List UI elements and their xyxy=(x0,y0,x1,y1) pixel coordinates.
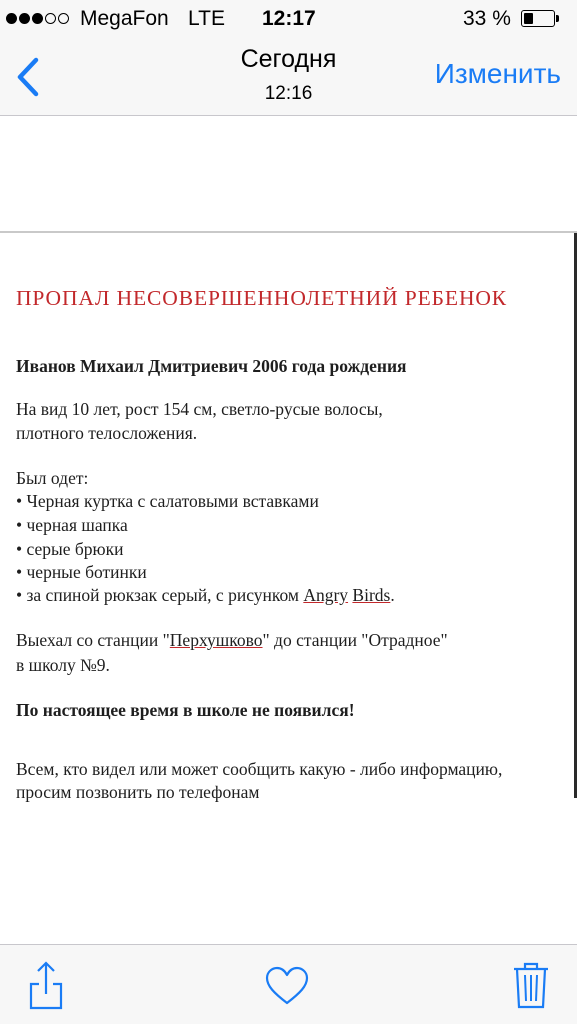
poster-appeal-line: Всем, кто видел или может сообщить какую - либо информацию, xyxy=(16,759,503,779)
poster-heading: ПРОПАЛ НЕСОВЕРШЕННОЛЕТНИЙ РЕБЕНОК xyxy=(16,286,508,310)
like-button[interactable] xyxy=(264,965,310,1007)
poster-clothes-item: • черные ботинки xyxy=(16,562,147,582)
share-icon xyxy=(26,960,66,1012)
poster-description-line: плотного телосложения. xyxy=(16,423,198,443)
poster-clothes-item xyxy=(16,585,395,606)
poster-clothes-item: • черная шапка xyxy=(16,515,128,535)
signal-dot xyxy=(19,13,30,24)
battery-percentage: 33 % xyxy=(463,7,511,30)
photo-viewer[interactable] xyxy=(0,116,577,944)
signal-dot xyxy=(45,13,56,24)
photo-content xyxy=(0,231,577,802)
signal-dot xyxy=(32,13,43,24)
navigation-bar xyxy=(0,38,577,116)
poster-underlined-word: Angry xyxy=(303,585,349,605)
share-button[interactable] xyxy=(26,960,66,1012)
status-time: 12:17 xyxy=(262,7,316,30)
poster-name-line: Иванов Михаил Дмитриевич 2006 года рождения xyxy=(16,356,407,376)
bottom-toolbar xyxy=(0,944,577,1024)
poster-text-fragment: Выехал со станции " xyxy=(16,630,170,650)
poster-clothes-item: • серые брюки xyxy=(16,539,124,559)
battery-icon xyxy=(521,10,559,27)
poster-notice: По настоящее время в школе не появился! xyxy=(16,700,355,720)
signal-dot xyxy=(58,13,69,24)
poster-route-line xyxy=(16,630,448,651)
carrier-name: MegaFon xyxy=(80,7,169,30)
signal-strength-icon xyxy=(6,9,69,27)
edit-button[interactable]: Изменить xyxy=(434,58,561,89)
network-type: LTE xyxy=(188,7,225,30)
poster-clothes-title: Был одет: xyxy=(16,468,89,488)
poster-appeal-line: просим позвонить по телефонам xyxy=(16,782,260,802)
battery-fill xyxy=(524,13,533,24)
signal-dot xyxy=(6,13,17,24)
poster-route-line: в школу №9. xyxy=(16,655,110,675)
delete-button[interactable] xyxy=(512,961,550,1009)
poster-text-fragment: • за спиной рюкзак серый, с рисунком xyxy=(16,585,304,605)
nav-subtitle: 12:16 xyxy=(264,83,313,104)
poster-clothes-item: • Черная куртка с салатовыми вставками xyxy=(16,491,319,511)
heart-icon xyxy=(264,965,310,1007)
status-bar xyxy=(0,0,577,38)
poster-description-line: На вид 10 лет, рост 154 см, светло-русые волосы, xyxy=(16,399,383,419)
poster-underlined-word: Перхушково xyxy=(169,630,263,650)
nav-title: Сегодня xyxy=(240,45,337,73)
poster-text-fragment: " до станции "Отрадное" xyxy=(262,630,448,650)
poster-text-fragment: . xyxy=(390,585,395,605)
poster-underlined-word: Birds xyxy=(352,585,391,605)
trash-icon xyxy=(512,961,550,1009)
